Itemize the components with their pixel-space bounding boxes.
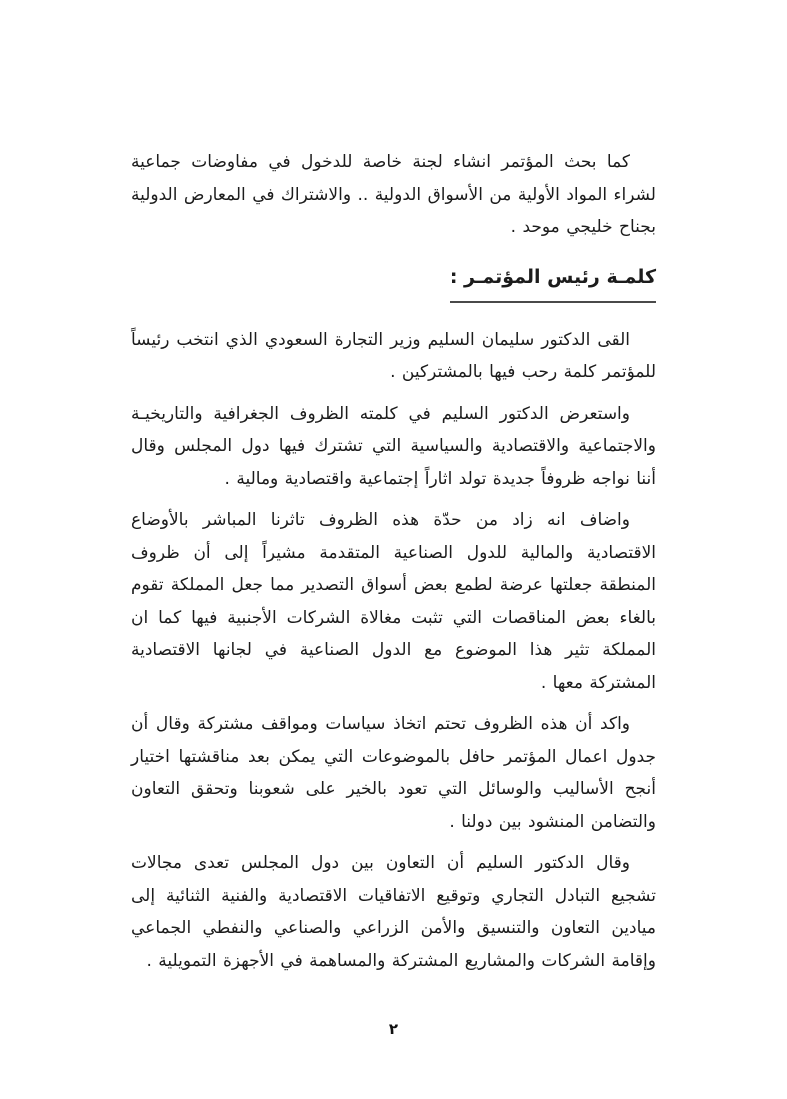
paragraph: واكد أن هذه الظروف تحتم اتخاذ سياسات ومواقف مشتركة وقال أن جدول اعمال المؤتمر حافل بالموضوعات التي يمكن بعد مناقشتها اختيار أنجح الأساليب والوسائل التي تعود بالخير على شعوبنا وتحقق التعاون والتضامن المنشود بين دولنا .: [131, 714, 656, 832]
paragraph: واستعرض الدكتور السليم في كلمته الظروف الجغرافية والتاريخيـة والاجتماعية والاقتصادية والسياسية التي تشترك فيها دول المجلس وقال أننا نواجه ظروفاً جديدة تولد اثاراً إجتماعية واقتصادية ومالية .: [131, 403, 656, 489]
text-block: [131, 146, 656, 986]
page-number: ٢: [388, 1020, 399, 1038]
paragraph: القى الدكتور سليمان السليم وزير التجارة السعودي الذي انتخب رئيساً للمؤتمر كلمة رحب فيها بالمشتركين .: [131, 329, 656, 382]
paragraph: وقال الدكتور السليم أن التعاون بين دول المجلس تعدى مجالات تشجيع التبادل التجاري وتوقيع الاتفاقيات الاقتصادية والفنية الثنائية إلى ميادين التعاون والتنسيق والأمن الزراعي والصناعي والنفطي الجماعي وإقامة الشركات والمشاريع المشتركة والمساهمة في الأجهزة التمويلية .: [131, 853, 656, 971]
intro-paragraph: كما بحث المؤتمر انشاء لجنة خاصة للدخول في مفاوضات جماعية لشراء المواد الأولية من الأسواق الدولية .. والاشتراك في المعارض الدولية بجناح خليجي موحد .: [131, 152, 656, 237]
section-heading: كلمـة رئيس المؤتمـر :: [450, 262, 656, 303]
section-heading-wrap: [131, 262, 656, 303]
paragraph: واضاف انه زاد من حدّة هذه الظروف تاثرنا المباشر بالأوضاع الاقتصادية والمالية للدول الصناعية المتقدمة مشيراً إلى أن ظروف المنطقة جعلتها عرضة لطمع بعض أسواق التصدير مما جعل المملكة تقوم بالغاء بعض المناقصات التي تثبت مغالاة الشركات الأجنبية فيها كما ان المملكة تثير هذا الموضوع مع الدول الصناعية في لجانها الاقتصادية المشتركة معها .: [131, 510, 656, 693]
